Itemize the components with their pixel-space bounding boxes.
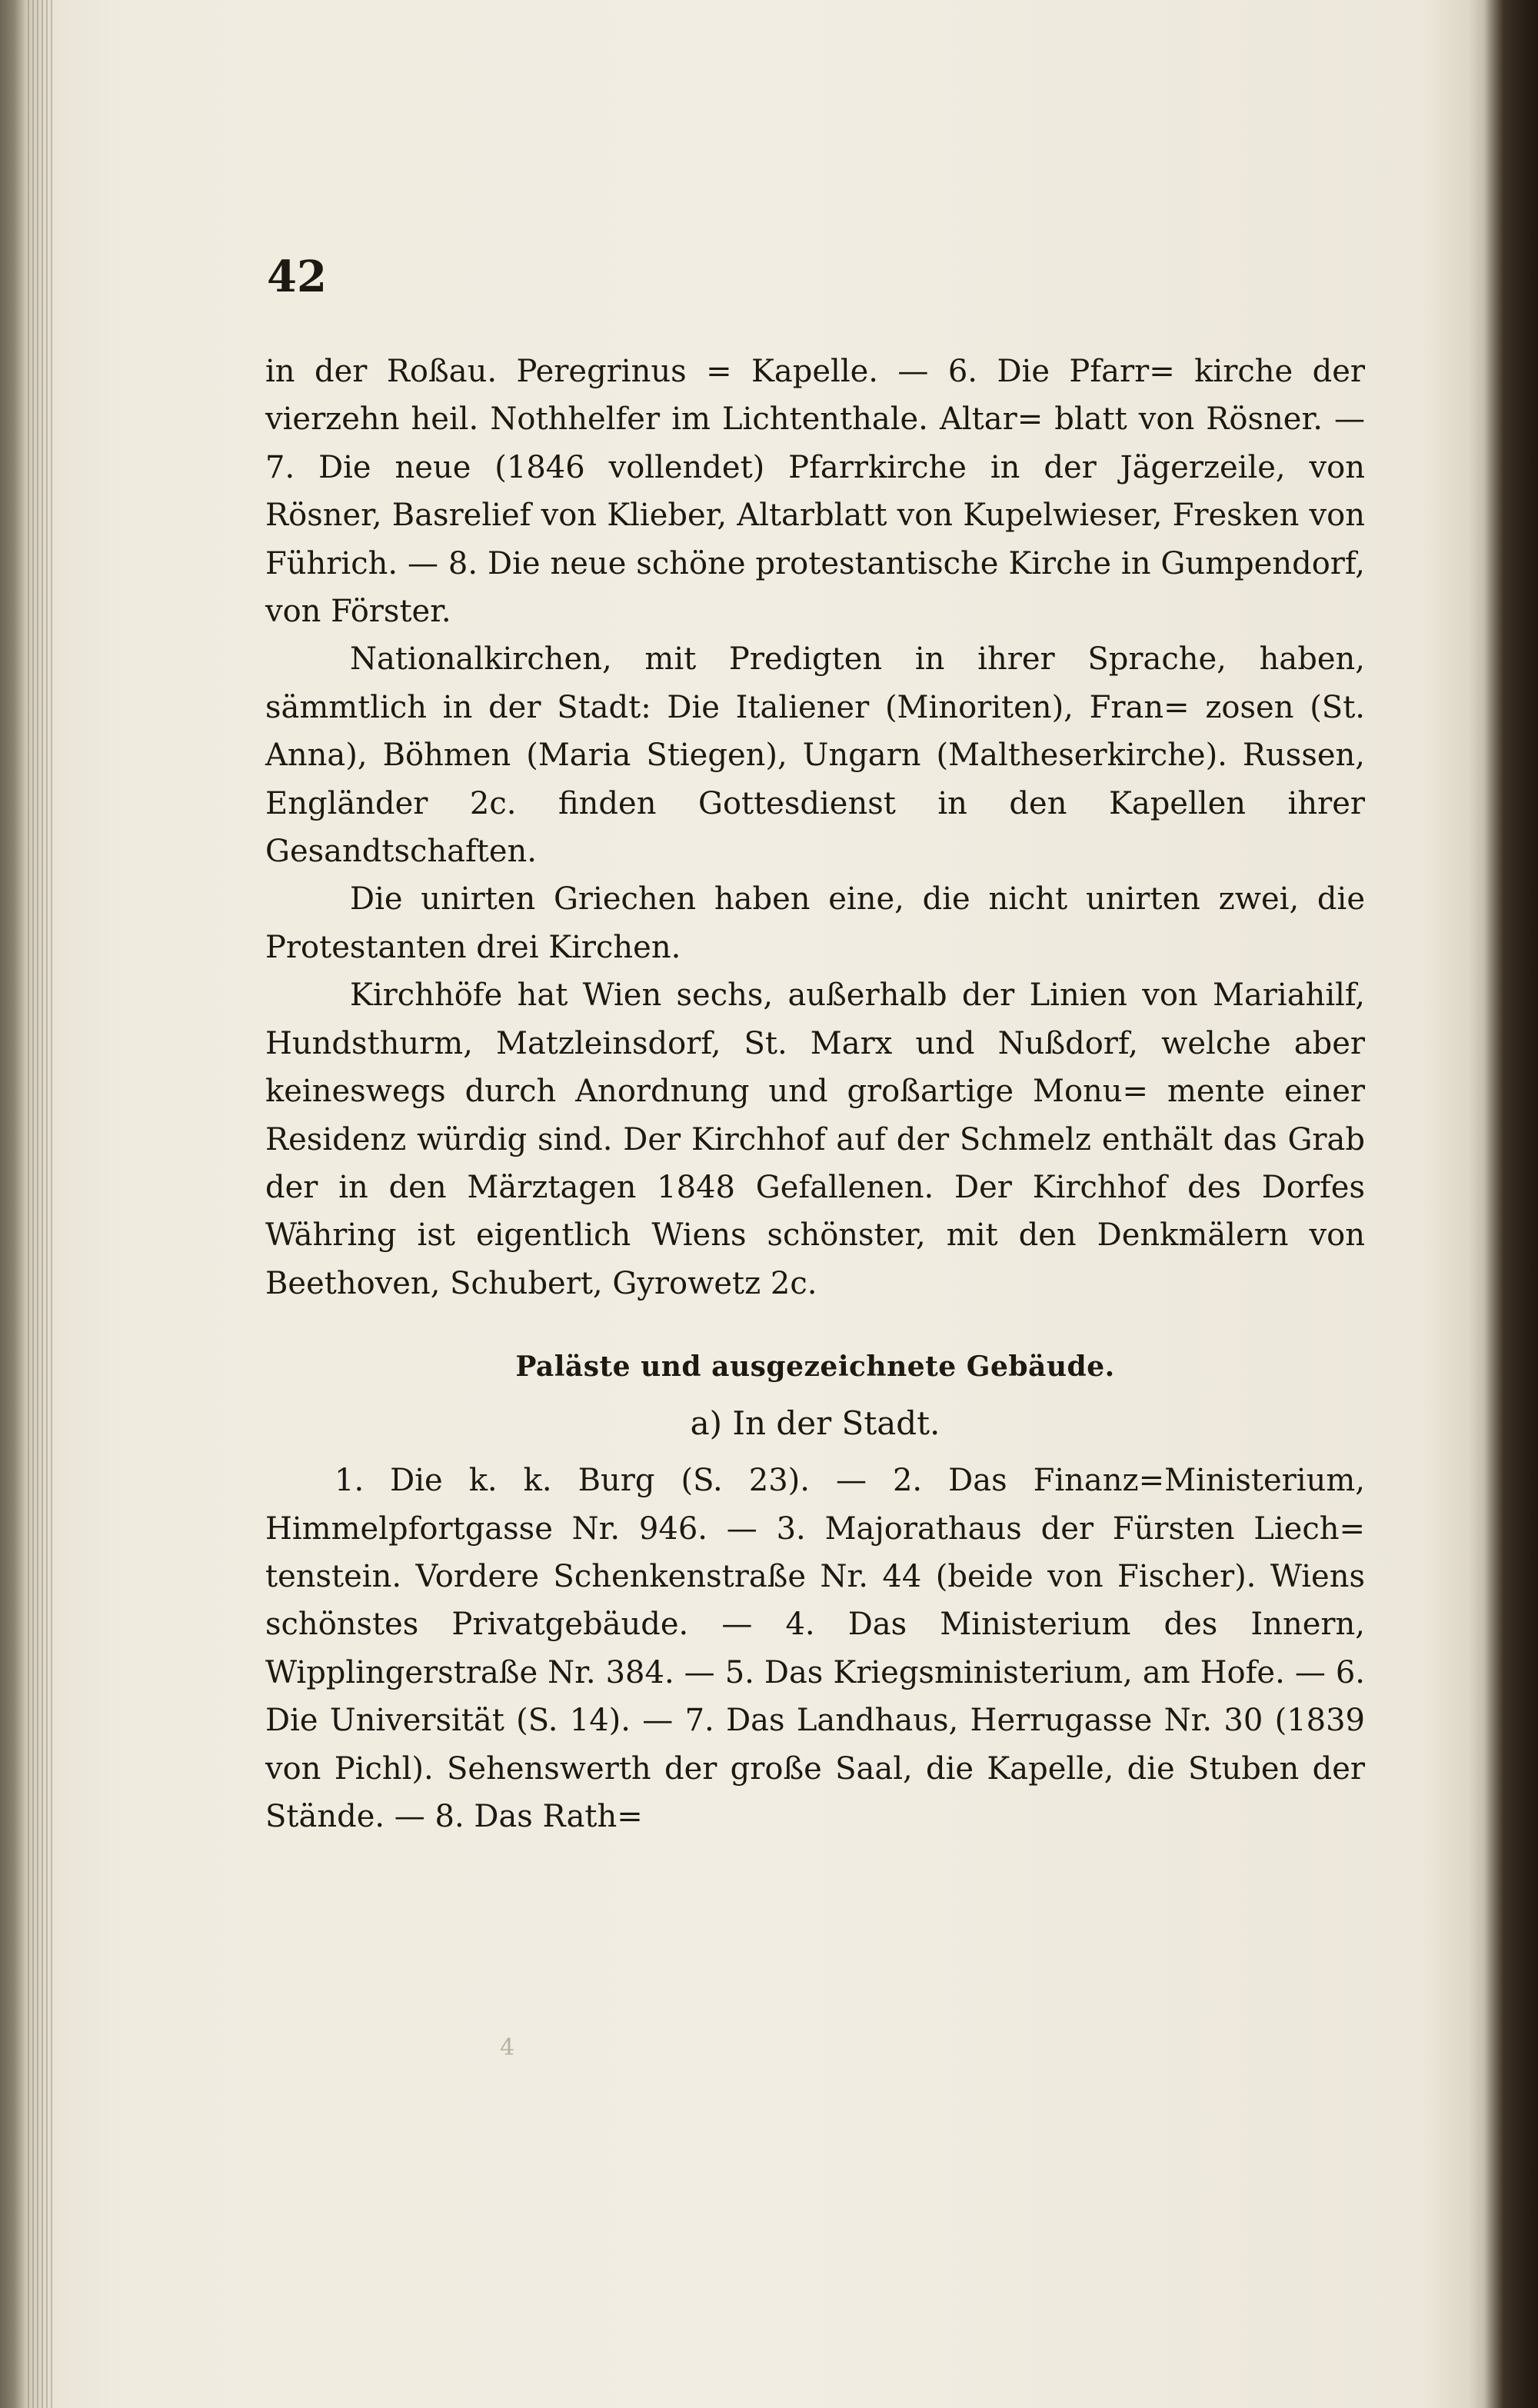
page-number: 42 bbox=[267, 251, 327, 302]
paragraph-greek-protestant: Die unirten Griechen haben eine, die nicht unirten zwei, die Protestanten drei Kirchen. bbox=[265, 881, 1365, 965]
section-subheading: a) In der Stadt. bbox=[690, 1404, 940, 1443]
section-heading: Paläste und ausgezeichnete Gebäude. bbox=[515, 1351, 1115, 1384]
faint-page-mark: 4 bbox=[500, 2034, 515, 2061]
binding-shadow bbox=[1469, 0, 1538, 2408]
paragraph-palaces-list: 1. Die k. k. Burg (S. 23). — 2. Das Finanz=Ministerium, Himmelpfortgasse Nr. 946. — 3. Majorathaus der Fürsten Liech= tenstein. Vordere Schenkenstraße Nr. 44 (beide von Fischer). Wiens schönstes Privatgebäude. — 4. Das Ministerium des Innern, Wipplingerstraße Nr. 384. — 5. Das Kriegsministerium, am Hofe. — 6. Die Universität (S. 14). — 7. Das Landhaus, Herrugasse Nr. 30 (1839 von Pichl). Sehenswerth der große Saal, die Kapelle, die Stuben der Stände. — 8. Das Rath= bbox=[265, 1463, 1365, 1834]
paragraph-churches: in der Roßau. Peregrinus = Kapelle. — 6. Die Pfarr= kirche der vierzehn heil. Nothhelfer im Lichtenthale. Altar= blatt von Rösner. — 7. Die neue (1846 vollendet) Pfarrkirche in der Jägerzeile, von Rösner, Basrelief von Klieber, Altarblatt von Kupelwieser, Fresken von Führich. — 8. Die neue schöne protestantische Kirche in Gumpendorf, von Förster. bbox=[265, 354, 1365, 630]
paragraph-cemeteries: Kirchhöfe hat Wien sechs, außerhalb der Linien von Mariahilf, Hundsthurm, Matzleinsdorf, St. Marx und Nußdorf, welche aber keineswegs durch Anordnung und großartige Monu= mente einer Residenz würdig sind. Der Kirchhof auf der Schmelz enthält das Grab der in den Märztagen 1848 Gefallenen. Der Kirchhof des Dorfes Währing ist eigentlich Wiens schönster, mit den Denkmälern von Beethoven, Schubert, Gyrowetz 2c. bbox=[265, 978, 1365, 1301]
paragraph-national-churches: Nationalkirchen, mit Predigten in ihrer Sprache, haben, sämmtlich in der Stadt: Die Italiener (Minoriten), Fran= zosen (St. Anna), Böhmen (Maria Stiegen), Ungarn (Maltheserkirche). Russen, Engländer 2c. finden Gottesdienst in den Kapellen ihrer Gesandtschaften. bbox=[265, 641, 1365, 870]
text-block bbox=[265, 251, 1365, 1840]
page-edges bbox=[28, 0, 55, 2408]
